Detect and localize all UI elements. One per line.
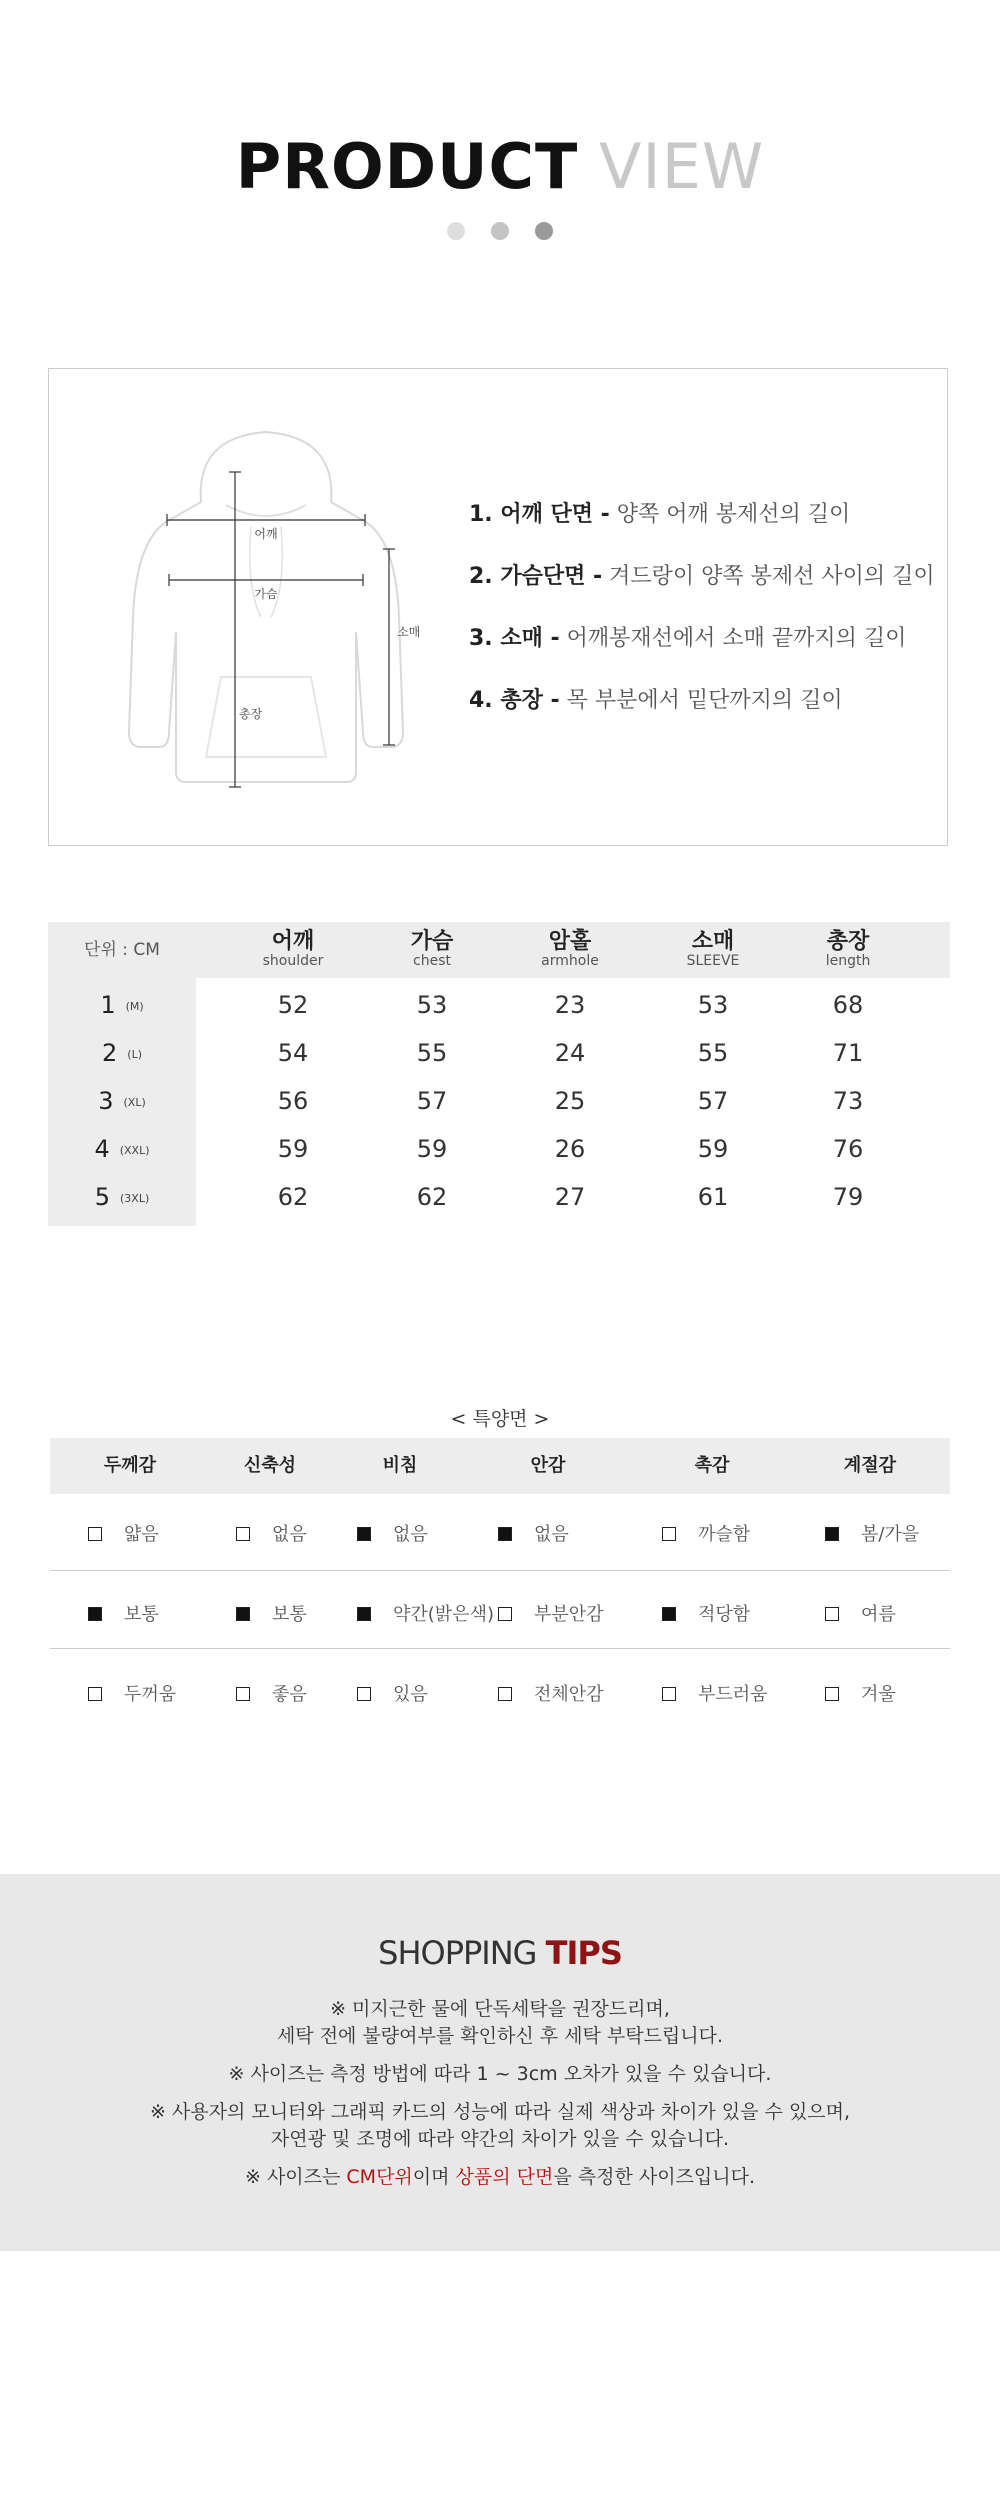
col-header-shoulder (238, 930, 348, 968)
feature-option (662, 1680, 768, 1706)
product-view-box (48, 368, 948, 846)
title-light: VIEW (599, 130, 765, 203)
feature-header-touch: 촉감 (694, 1455, 730, 1476)
measurement-term: 3. 소매 - (469, 626, 560, 651)
size-row-label (48, 991, 196, 1019)
checkbox-checked-icon (236, 1607, 250, 1621)
size-code: (XL) (123, 1095, 146, 1109)
checkbox-icon (498, 1607, 512, 1621)
measurement-desc: 목 부분에서 밑단까지의 길이 (566, 688, 843, 713)
diagram-label-sleeve: 소매 (397, 625, 421, 639)
feature-option (662, 1600, 750, 1626)
option-label: 보통 (272, 1604, 307, 1625)
checkbox-icon (825, 1687, 839, 1701)
option-label: 약간(밝은색) (393, 1604, 494, 1625)
tip-text: ※ 사이즈는 (244, 2166, 347, 2188)
size-code: (L) (127, 1047, 142, 1061)
feature-option (236, 1600, 307, 1626)
measurement-item (469, 497, 935, 528)
table-cell: 59 (277, 1135, 309, 1163)
tip-line (0, 2164, 1000, 2191)
table-cell: 62 (277, 1183, 309, 1211)
checkbox-icon (236, 1527, 250, 1541)
table-cell: 53 (697, 991, 729, 1019)
feature-option (88, 1600, 159, 1626)
table-cell: 62 (416, 1183, 448, 1211)
tips-title-light: SHOPPING (378, 1934, 537, 1972)
tip-line: ※ 사용자의 모니터와 그래픽 카드의 성능에 따라 실제 색상과 차이가 있을 수 있으며, (149, 2101, 851, 2123)
size-unit: 단위 : CM (84, 940, 160, 960)
size-num: 2 (102, 1039, 118, 1067)
checkbox-icon (825, 1607, 839, 1621)
feature-option (825, 1520, 919, 1546)
table-cell: 55 (697, 1039, 729, 1067)
dot-1 (447, 222, 465, 240)
checkbox-checked-icon (357, 1527, 371, 1541)
feature-header-thickness: 두께감 (103, 1455, 157, 1476)
size-row-label (48, 1135, 196, 1163)
measurement-list (469, 497, 935, 745)
table-cell: 59 (697, 1135, 729, 1163)
table-cell: 68 (832, 991, 864, 1019)
diagram-label-length: 총장 (239, 707, 263, 721)
indicator-dots (0, 222, 1000, 244)
table-cell: 71 (832, 1039, 864, 1067)
table-cell: 56 (277, 1087, 309, 1115)
tip-text: 이며 (412, 2166, 456, 2188)
checkbox-icon (662, 1527, 676, 1541)
table-cell: 24 (554, 1039, 586, 1067)
feature-option (825, 1680, 896, 1706)
option-label: 봄/가을 (861, 1524, 920, 1545)
dot-2 (491, 222, 509, 240)
size-num: 4 (94, 1135, 110, 1163)
tip-line: 세탁 전에 불량여부를 확인하신 후 세탁 부탁드립니다. (276, 2025, 724, 2047)
col-header-en: armhole (541, 953, 599, 969)
tips-title-strong: TIPS (545, 1934, 622, 1972)
diagram-label-shoulder: 어깨 (254, 527, 278, 541)
measurement-desc: 어깨봉재선에서 소매 끝까지의 길이 (566, 626, 907, 651)
tip-highlight: 상품의 단면 (455, 2166, 554, 2188)
size-row-label (48, 1183, 196, 1211)
table-cell: 55 (416, 1039, 448, 1067)
page-title (0, 130, 1000, 203)
tip-highlight: CM단위 (346, 2166, 413, 2188)
feature-title: < 특양면 > (450, 1408, 550, 1430)
size-row-label (48, 1087, 196, 1115)
tip-line: ※ 미지근한 물에 단독세탁을 권장드리며, (330, 1998, 670, 2020)
option-label: 겨울 (861, 1684, 896, 1705)
size-code: (3XL) (120, 1191, 150, 1205)
measurement-desc: 겨드랑이 양쪽 봉제선 사이의 길이 (609, 564, 935, 589)
checkbox-checked-icon (498, 1527, 512, 1541)
option-label: 두꺼움 (124, 1684, 177, 1705)
feature-option (357, 1520, 428, 1546)
feature-option (88, 1680, 176, 1706)
col-header-en: chest (413, 953, 451, 969)
size-code: (M) (125, 999, 144, 1013)
table-cell: 79 (832, 1183, 864, 1211)
measurement-term: 1. 어깨 단면 - (469, 502, 610, 527)
option-label: 여름 (861, 1604, 896, 1625)
dot-3 (535, 222, 553, 240)
feature-option (236, 1680, 307, 1706)
checkbox-checked-icon (825, 1527, 839, 1541)
option-label: 있음 (393, 1684, 428, 1705)
col-header-ko: 소매 (691, 929, 735, 954)
col-header-armhole (515, 930, 625, 968)
size-row-label (48, 1039, 196, 1067)
feature-header-lining: 안감 (530, 1455, 566, 1476)
table-cell: 27 (554, 1183, 586, 1211)
checkbox-checked-icon (357, 1607, 371, 1621)
col-header-ko: 암홀 (548, 929, 592, 954)
table-cell: 23 (554, 991, 586, 1019)
size-code: (XXL) (119, 1143, 150, 1157)
measurement-term: 4. 총장 - (469, 688, 560, 713)
col-header-ko: 총장 (826, 929, 870, 954)
table-cell: 57 (416, 1087, 448, 1115)
col-header-en: SLEEVE (686, 953, 740, 969)
diagram-label-chest: 가슴 (254, 587, 278, 601)
checkbox-icon (88, 1527, 102, 1541)
table-cell: 61 (697, 1183, 729, 1211)
measurement-item (469, 621, 935, 652)
feature-option (357, 1680, 428, 1706)
divider (50, 1570, 950, 1571)
table-cell: 73 (832, 1087, 864, 1115)
option-label: 적당함 (698, 1604, 751, 1625)
table-cell: 25 (554, 1087, 586, 1115)
feature-header-sheer: 비침 (382, 1455, 418, 1476)
tip-text: 을 측정한 사이즈입니다. (553, 2166, 756, 2188)
checkbox-checked-icon (662, 1607, 676, 1621)
feature-option (357, 1600, 494, 1626)
size-num: 3 (98, 1087, 114, 1115)
hoodie-diagram (111, 417, 421, 797)
option-label: 부드러움 (698, 1684, 768, 1705)
size-num: 1 (100, 991, 116, 1019)
feature-option (825, 1600, 896, 1626)
option-label: 까슬함 (698, 1524, 751, 1545)
tips-title (0, 1934, 1000, 1972)
feature-header-season: 계절감 (843, 1455, 897, 1476)
option-label: 좋음 (272, 1684, 307, 1705)
measurement-desc: 양쪽 어깨 봉제선의 길이 (616, 502, 851, 527)
measurement-term: 2. 가슴단면 - (469, 564, 603, 589)
table-cell: 53 (416, 991, 448, 1019)
measurement-item (469, 559, 935, 590)
col-header-ko: 어깨 (271, 929, 315, 954)
option-label: 얇음 (124, 1524, 159, 1545)
feature-header-stretch: 신축성 (243, 1455, 297, 1476)
feature-option (662, 1520, 750, 1546)
tip-line: 자연광 및 조명에 따라 약간의 차이가 있을 수 있습니다. (270, 2128, 730, 2150)
checkbox-icon (662, 1687, 676, 1701)
table-cell: 52 (277, 991, 309, 1019)
table-cell: 26 (554, 1135, 586, 1163)
feature-option (88, 1520, 159, 1546)
checkbox-icon (498, 1687, 512, 1701)
table-cell: 59 (416, 1135, 448, 1163)
option-label: 없음 (272, 1524, 307, 1545)
option-label: 없음 (393, 1524, 428, 1545)
option-label: 부분안감 (534, 1604, 604, 1625)
feature-option (236, 1520, 307, 1546)
col-header-en: shoulder (262, 953, 324, 969)
title-strong: PRODUCT (235, 130, 579, 203)
col-header-length (793, 930, 903, 968)
checkbox-icon (236, 1687, 250, 1701)
feature-option (498, 1520, 569, 1546)
feature-option (498, 1680, 604, 1706)
table-cell: 76 (832, 1135, 864, 1163)
option-label: 없음 (534, 1524, 569, 1545)
checkbox-checked-icon (88, 1607, 102, 1621)
tip-line: ※ 사이즈는 측정 방법에 따라 1 ~ 3cm 오차가 있을 수 있습니다. (228, 2063, 772, 2085)
col-header-en: length (825, 953, 871, 969)
checkbox-icon (357, 1687, 371, 1701)
size-num: 5 (94, 1183, 111, 1211)
checkbox-icon (88, 1687, 102, 1701)
feature-option (498, 1600, 604, 1626)
col-header-chest (377, 930, 487, 968)
measurement-item (469, 683, 935, 714)
divider (50, 1648, 950, 1649)
table-cell: 54 (277, 1039, 309, 1067)
option-label: 보통 (124, 1604, 159, 1625)
col-header-ko: 가슴 (410, 929, 454, 954)
table-cell: 57 (697, 1087, 729, 1115)
option-label: 전체안감 (534, 1684, 604, 1705)
col-header-sleeve (658, 930, 768, 968)
